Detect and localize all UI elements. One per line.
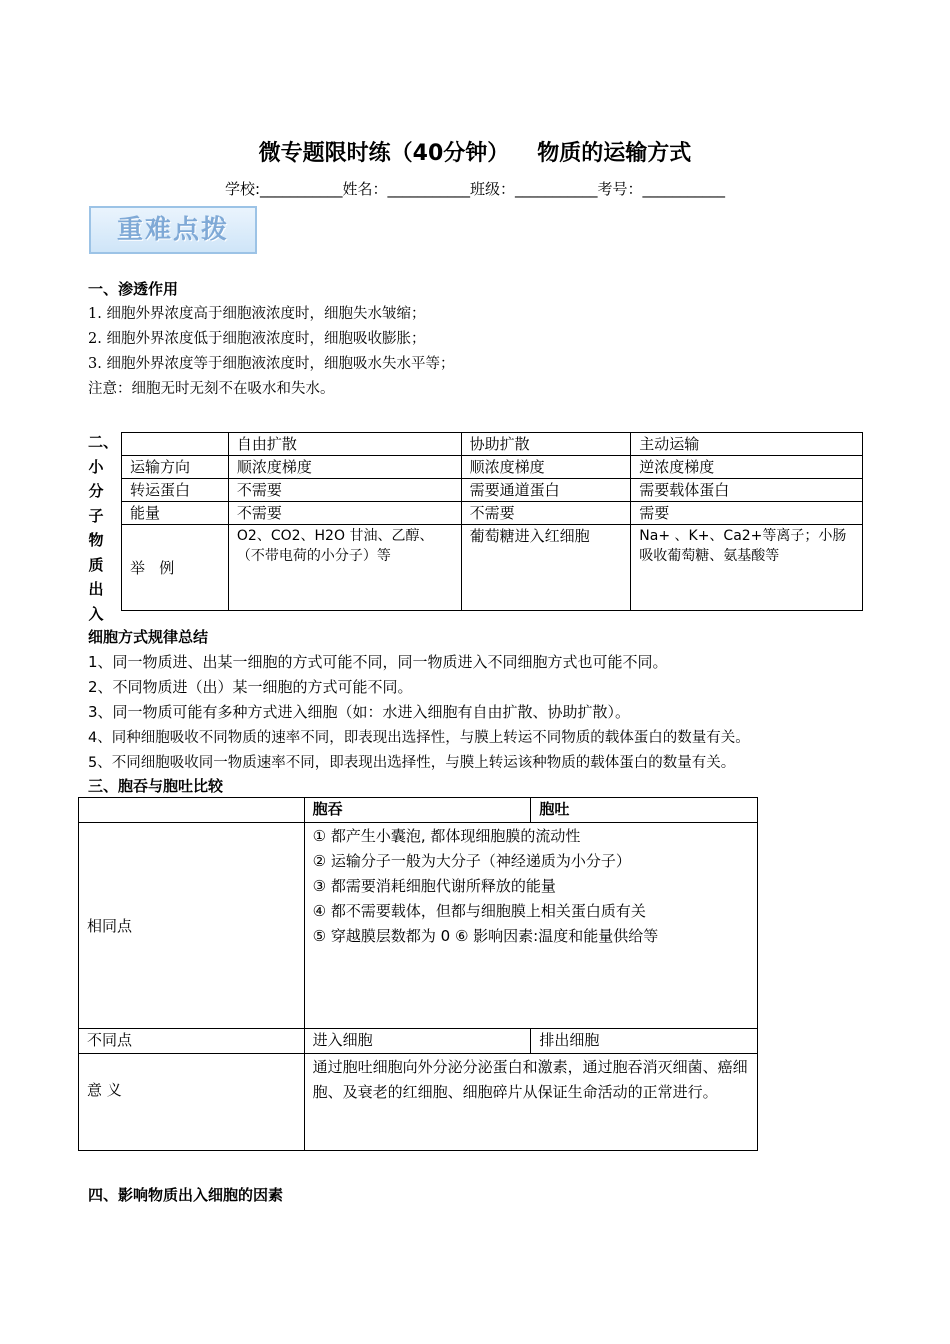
table-row: [79, 1054, 758, 1151]
heading-char: 质: [88, 555, 104, 574]
table-header-row: [79, 798, 758, 823]
table-cell: 通过胞吐细胞向外分泌分泌蛋白和激素，通过胞吞消灭细菌、癌细胞、及衰老的红细胞、细胞碎片从保证生命活动的正常进行。: [304, 1054, 757, 1151]
transport-table: [121, 432, 863, 611]
summary-item: 2、不同物质进（出）某一细胞的方式可能不同。: [88, 678, 413, 696]
example-label: 举 例: [130, 558, 175, 577]
table-cell: [122, 433, 229, 456]
table-cell: Na+ 、K+、Ca2+等离子；小肠吸收葡萄糖、氨基酸等: [631, 525, 863, 611]
table-row: [79, 823, 758, 1029]
summary-item: 1、同一物质进、出某一细胞的方式可能不同，同一物质进入不同细胞方式也可能不同。: [88, 653, 668, 671]
table-cell: 需要载体蛋白: [631, 479, 863, 502]
table-row: [122, 456, 863, 479]
table-cell: 胞吞: [304, 798, 531, 823]
table-cell: [304, 823, 757, 1029]
table-cell: 需要: [631, 502, 863, 525]
same-item: ⑤ 穿越膜层数都为 0 ⑥ 影响因素:温度和能量供给等: [312, 927, 659, 945]
table-cell: 不需要: [461, 502, 631, 525]
table-cell: O2、CO2、H2O 甘油、乙醇、（不带电荷的小分子）等: [228, 525, 461, 611]
table-header-row: [122, 433, 863, 456]
table-cell: 相同点: [79, 823, 305, 1029]
table-cell: 顺浓度梯度: [461, 456, 631, 479]
table-cell: [79, 798, 305, 823]
table-cell: 主动运输: [631, 433, 863, 456]
heading-char: 物: [88, 531, 104, 549]
table-cell: 不同点: [79, 1029, 305, 1054]
table-cell: 运输方向: [122, 456, 229, 479]
sec3-heading: 三、胞吞与胞吐比较: [88, 777, 224, 795]
sec1-heading: 一、渗透作用: [88, 280, 179, 298]
table-cell: 逆浓度梯度: [631, 456, 863, 479]
summary-item: 4、同种细胞吸收不同物质的速率不同，即表现出选择性，与膜上转运不同物质的载体蛋白的数量有关。: [88, 730, 750, 746]
same-item: ④ 都不需要载体，但都与细胞膜上相关蛋白质有关: [312, 902, 646, 920]
sec1-item-2: 2. 细胞外界浓度低于细胞液浓度时，细胞吸收膨胀；: [88, 331, 426, 347]
table-cell: 不需要: [228, 502, 461, 525]
heading-char: 小: [88, 457, 104, 476]
table-cell: [122, 525, 229, 611]
table-cell: 意 义: [79, 1054, 305, 1151]
same-item: ① 都产生小囊泡, 都体现细胞膜的流动性: [312, 827, 581, 845]
table-cell: 进入细胞: [304, 1029, 531, 1054]
table-cell: 自由扩散: [228, 433, 461, 456]
sec1-note: 注意：细胞无时无刻不在吸水和失水。: [88, 381, 335, 397]
table-cell: 协助扩散: [461, 433, 631, 456]
key-points-badge: 重难点拨: [89, 206, 257, 254]
sec1-item-1: 1. 细胞外界浓度高于细胞液浓度时，细胞失水皱缩；: [88, 306, 426, 322]
same-item: ③ 都需要消耗细胞代谢所释放的能量: [312, 877, 556, 895]
table-row: [122, 525, 863, 611]
student-info-line: 学校:___________姓名：___________班级：___________考号：___________: [224, 180, 726, 198]
table-cell: 不需要: [228, 479, 461, 502]
endo-exo-table: [78, 797, 758, 1151]
table-row: [79, 1029, 758, 1054]
sec1-item-3: 3. 细胞外界浓度等于细胞液浓度时，细胞吸水失水平等；: [88, 356, 455, 372]
page-title: [0, 136, 950, 167]
table-cell: 胞吐: [531, 798, 758, 823]
summary-heading: 细胞方式规律总结: [88, 628, 209, 646]
heading-char: 分: [88, 482, 104, 500]
summary-item: 3、同一物质可能有多种方式进入细胞（如：水进入细胞有自由扩散、协助扩散）。: [88, 703, 631, 721]
table-cell: 排出细胞: [531, 1029, 758, 1054]
table-cell: 葡萄糖进入红细胞: [461, 525, 631, 611]
table-cell: 能量: [122, 502, 229, 525]
sec4-heading: 四、影响物质出入细胞的因素: [88, 1186, 284, 1204]
table-cell: 顺浓度梯度: [228, 456, 461, 479]
title-part2: 物质的运输方式: [537, 141, 692, 166]
heading-char: 入: [88, 604, 104, 623]
summary-item: 5、不同细胞吸收同一物质速率不同，即表现出选择性，与膜上转运该种物质的载体蛋白的数量有关。: [88, 755, 736, 771]
same-item: ② 运输分子一般为大分子（神经递质为小分子）: [312, 852, 631, 870]
table-cell: 需要通道蛋白: [461, 479, 631, 502]
heading-char: 二、: [88, 433, 119, 451]
table-cell: 转运蛋白: [122, 479, 229, 502]
sec2-vertical-heading: [86, 430, 119, 626]
table-row: [122, 502, 863, 525]
heading-char: 子: [88, 506, 104, 525]
table-row: [122, 479, 863, 502]
title-part1: 微专题限时练（40分钟）: [258, 141, 510, 166]
heading-char: 出: [88, 580, 104, 598]
